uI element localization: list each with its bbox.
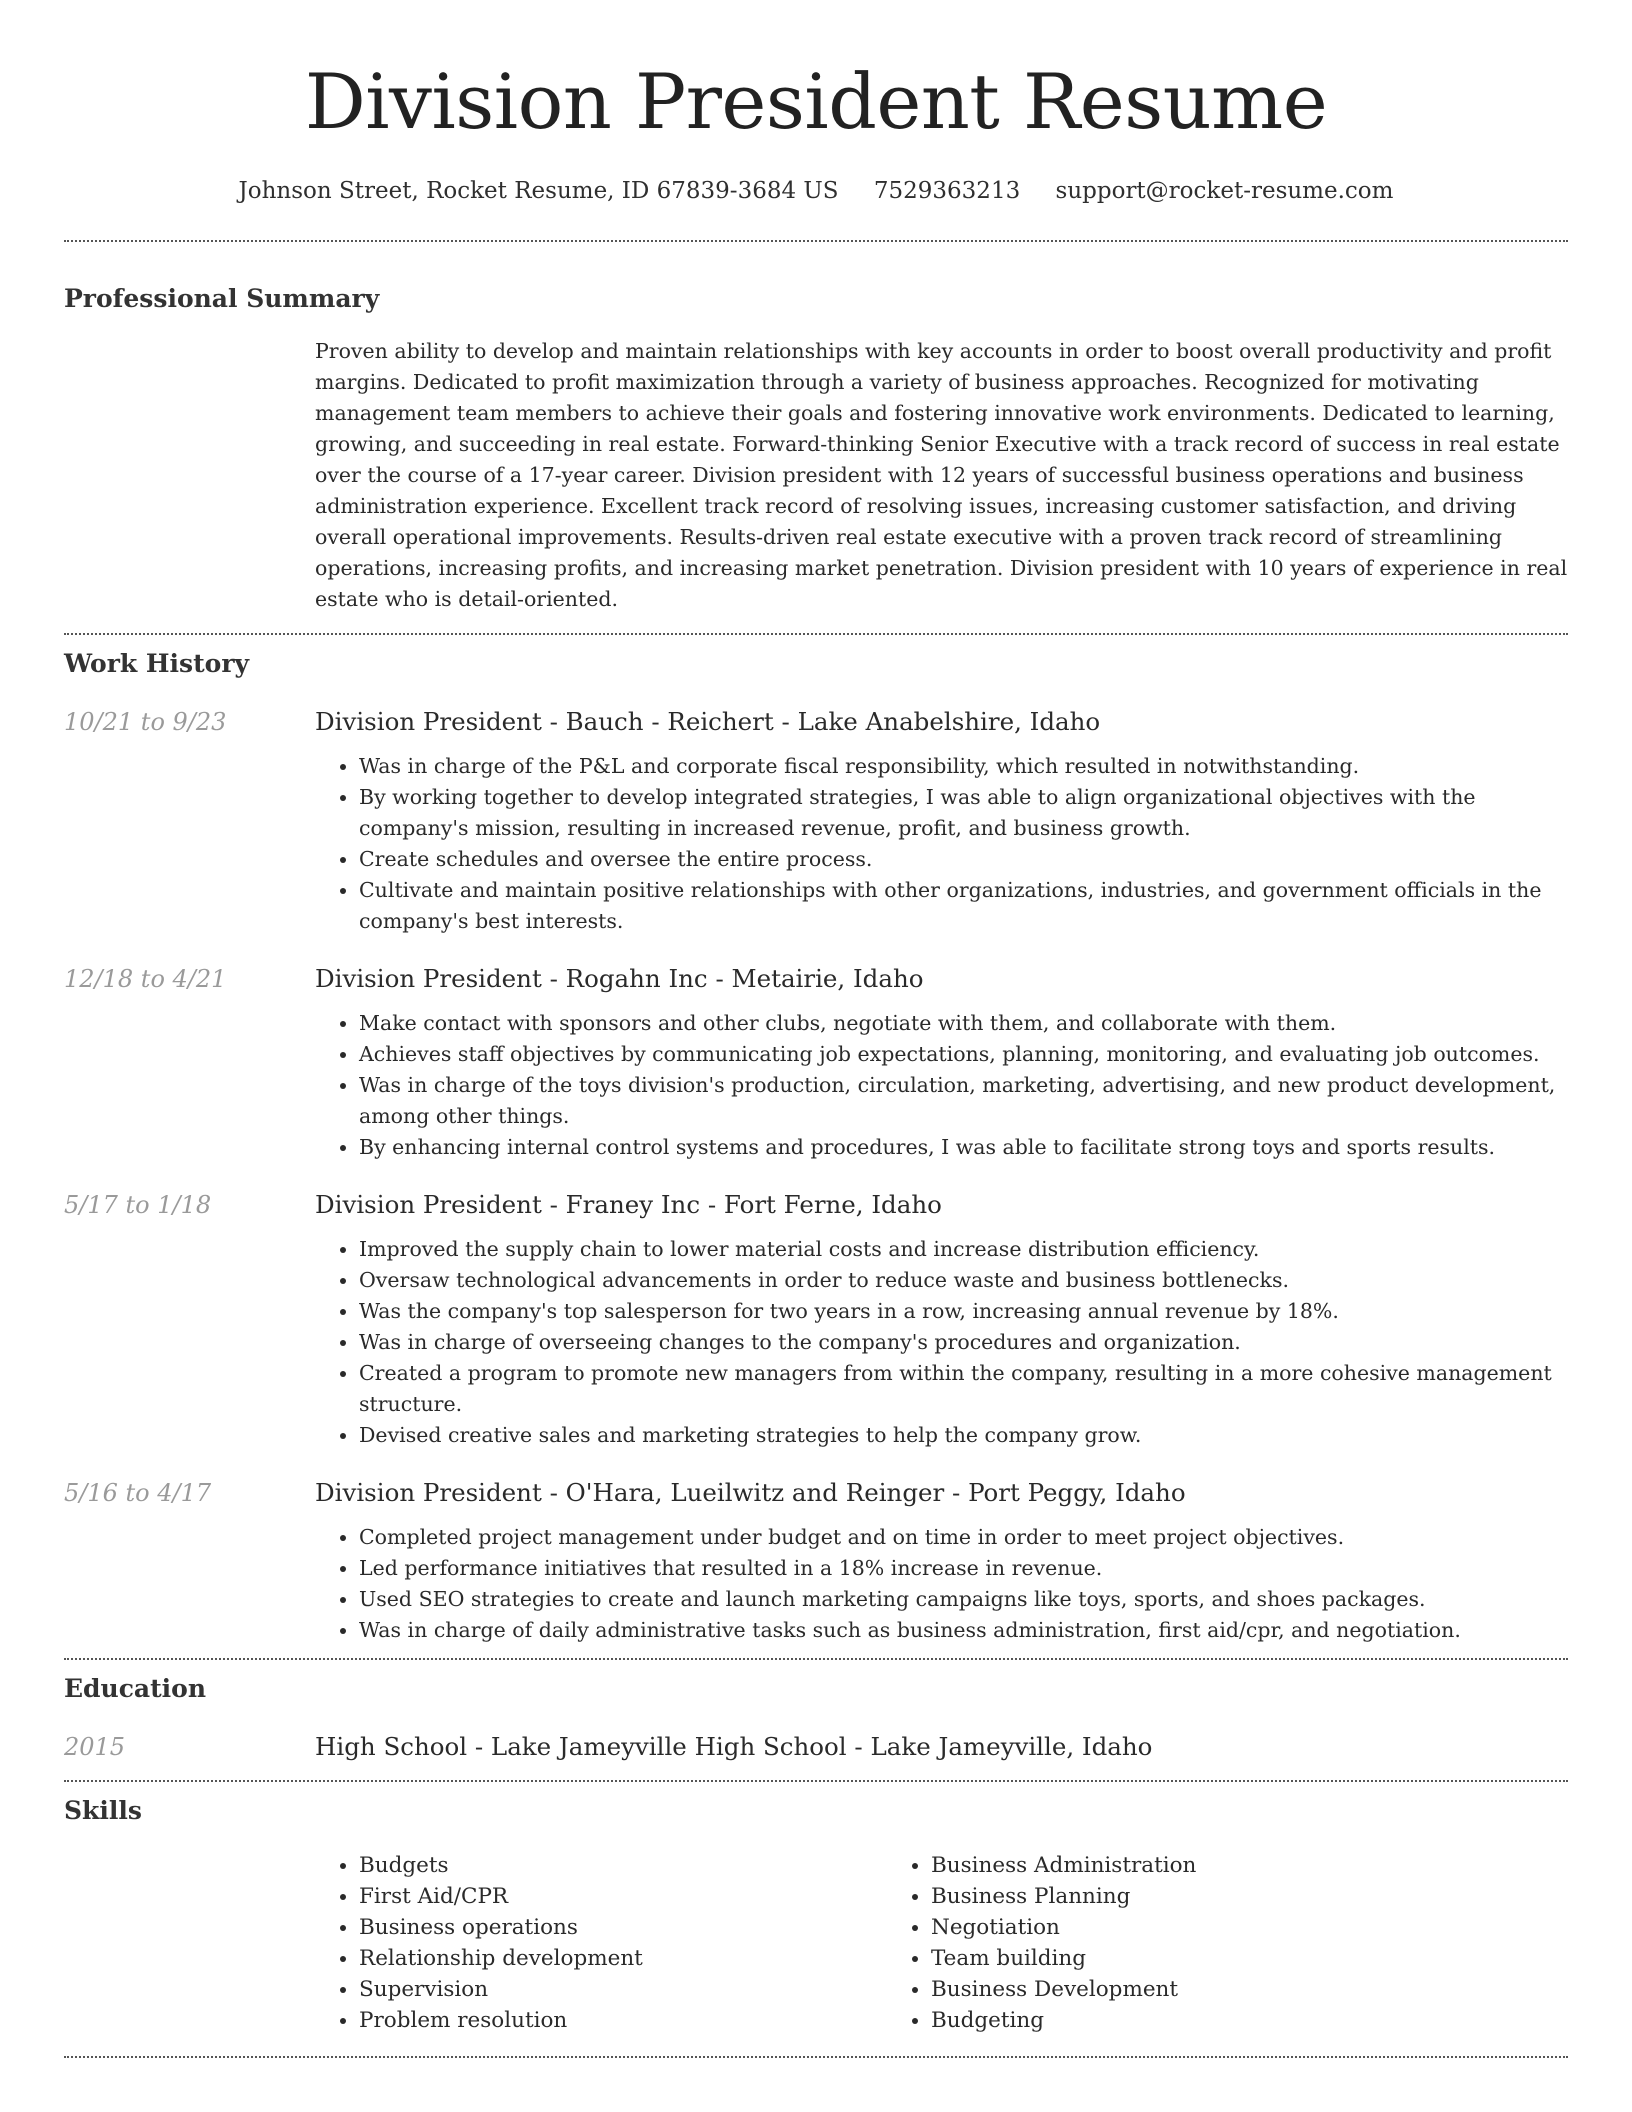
skill-item: • Business Planning	[931, 1881, 1196, 1912]
skill-item: • Negotiation	[931, 1912, 1196, 1943]
job-bullet: • Was in charge of the toys division's production, circulation, marketing, advertising, and new product development, among other things.	[359, 1070, 1568, 1132]
divider	[64, 2056, 1568, 2058]
job-details	[315, 705, 1568, 937]
job-dates: 10/21 to 9/23	[64, 708, 227, 736]
job-bullet: • Was in charge of overseeing changes to the company's procedures and organization.	[359, 1327, 1568, 1358]
job-bullets	[315, 1522, 1568, 1646]
job-bullet: • By working together to develop integrated strategies, I was able to align organizational objectives with the company's mission, resulting in increased revenue, profit, and business growth.	[359, 782, 1568, 844]
job-entry	[64, 1188, 1568, 1451]
skill-item: • Team building	[931, 1943, 1196, 1974]
education-entry	[64, 1730, 1568, 1764]
job-title: Division President - Rogahn Inc - Metairie, Idaho	[315, 964, 924, 993]
job-bullet: • Created a program to promote new managers from within the company, resulting in a more cohesive management structure.	[359, 1358, 1568, 1420]
skill-item: • First Aid/CPR	[359, 1881, 887, 1912]
skill-item: • Budgets	[359, 1850, 887, 1881]
divider	[64, 240, 1568, 242]
job-dates: 12/18 to 4/21	[64, 965, 227, 993]
skill-item: • Business operations	[359, 1912, 887, 1943]
resume-title: Division President Resume	[304, 57, 1328, 146]
skill-item: • Business Administration	[931, 1850, 1196, 1881]
job-bullet: • Create schedules and oversee the entire process.	[359, 844, 1568, 875]
job-bullets	[315, 751, 1568, 937]
summary-heading: Professional Summary	[64, 284, 380, 313]
job-details	[315, 1188, 1568, 1451]
skills-list-right	[887, 1850, 1196, 2036]
job-bullet: • Cultivate and maintain positive relationships with other organizations, industries, and government officials in the company's best interests.	[359, 875, 1568, 937]
job-bullet: • Was in charge of daily administrative tasks such as business administration, first aid/cpr, and negotiation.	[359, 1615, 1568, 1646]
summary-row	[64, 336, 1568, 615]
skills-grid	[315, 1850, 1568, 2036]
summary-text: Proven ability to develop and maintain relationships with key accounts in order to boost overall productivity and profit margins. Dedicated to profit maximization through a variety of business approaches. Recognized for motivating management team members to achieve their goals and fostering innovative work environments. Dedicated to learning, growing, and succeeding in real estate. Forward-thinking Senior Executive with a track record of success in real estate over the course of a 17-year career. Division president with 12 years of successful business operations and business administration experience. Excellent track record of resolving issues, increasing customer satisfaction, and driving overall operational improvements. Results-driven real estate executive with a proven track record of streamlining operations, increasing profits, and increasing market penetration. Division president with 10 years of experience in real estate who is detail-oriented.	[315, 339, 1568, 611]
skill-item: • Budgeting	[931, 2005, 1196, 2036]
job-bullet: • Devised creative sales and marketing strategies to help the company grow.	[359, 1420, 1568, 1451]
contact-email: support@rocket-resume.com	[1055, 178, 1394, 204]
contact-address: Johnson Street, Rocket Resume, ID 67839-3684 US	[238, 178, 839, 204]
education-year: 2015	[64, 1733, 126, 1761]
job-entry	[64, 962, 1568, 1163]
job-entry	[64, 1476, 1568, 1646]
summary-body	[315, 336, 1568, 615]
skills-row	[64, 1850, 1568, 2036]
divider	[64, 1658, 1568, 1660]
job-title: Division President - Franey Inc - Fort Ferne, Idaho	[315, 1190, 942, 1219]
job-dates: 5/16 to 4/17	[64, 1479, 212, 1507]
contact-line	[64, 174, 1568, 208]
skills-list-left	[315, 1850, 887, 2036]
skill-item: • Problem resolution	[359, 2005, 887, 2036]
job-bullet: • Was the company's top salesperson for two years in a row, increasing annual revenue by 18%.	[359, 1296, 1568, 1327]
skill-item: • Relationship development	[359, 1943, 887, 1974]
job-entry	[64, 705, 1568, 937]
contact-phone: 7529363213	[873, 178, 1021, 204]
skills-heading: Skills	[64, 1796, 142, 1825]
skill-item: • Supervision	[359, 1974, 887, 2005]
job-bullet: • Oversaw technological advancements in order to reduce waste and business bottlenecks.	[359, 1265, 1568, 1296]
job-bullet: • Was in charge of the P&L and corporate fiscal responsibility, which resulted in notwithstanding.	[359, 751, 1568, 782]
divider	[64, 633, 1568, 635]
job-bullets	[315, 1008, 1568, 1163]
job-details	[315, 962, 1568, 1163]
job-bullet: • Completed project management under budget and on time in order to meet project objectives.	[359, 1522, 1568, 1553]
job-bullet: • By enhancing internal control systems and procedures, I was able to facilitate strong toys and sports results.	[359, 1132, 1568, 1163]
job-bullets	[315, 1234, 1568, 1451]
job-bullet: • Make contact with sponsors and other clubs, negotiate with them, and collaborate with them.	[359, 1008, 1568, 1039]
job-dates: 5/17 to 1/18	[64, 1191, 212, 1219]
education-title: High School - Lake Jameyville High School - Lake Jameyville, Idaho	[315, 1732, 1153, 1761]
job-title: Division President - Bauch - Reichert - Lake Anabelshire, Idaho	[315, 707, 1101, 736]
job-details	[315, 1476, 1568, 1646]
work-history-heading: Work History	[64, 649, 250, 678]
education-heading: Education	[64, 1674, 207, 1703]
divider	[64, 1780, 1568, 1782]
job-bullet: • Led performance initiatives that resulted in a 18% increase in revenue.	[359, 1553, 1568, 1584]
education-details	[315, 1730, 1568, 1764]
job-bullet: • Achieves staff objectives by communicating job expectations, planning, monitoring, and evaluating job outcomes.	[359, 1039, 1568, 1070]
skill-item: • Business Development	[931, 1974, 1196, 2005]
job-bullet: • Improved the supply chain to lower material costs and increase distribution efficiency.	[359, 1234, 1568, 1265]
job-title: Division President - O'Hara, Lueilwitz and Reinger - Port Peggy, Idaho	[315, 1478, 1186, 1507]
job-bullet: • Used SEO strategies to create and launch marketing campaigns like toys, sports, and shoes packages.	[359, 1584, 1568, 1615]
